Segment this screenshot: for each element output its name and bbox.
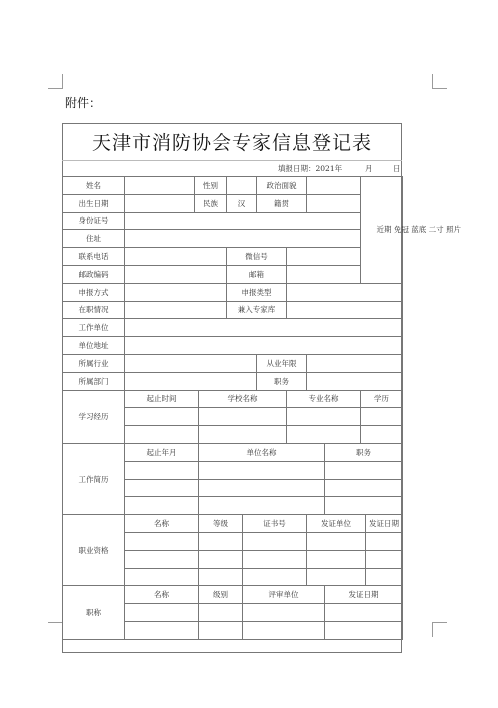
label-birth: 出生日期 [63, 194, 125, 212]
input-postcode[interactable] [125, 265, 227, 283]
label-apply-method: 申报方式 [63, 283, 125, 301]
qual-header-cert-no: 证书号 [243, 515, 307, 533]
registration-table [62, 176, 462, 640]
qual-cell[interactable] [366, 550, 403, 568]
input-id-number[interactable] [125, 212, 361, 230]
edu-header-major: 专业名称 [287, 390, 361, 408]
rank-cell[interactable] [125, 621, 199, 639]
qual-cell[interactable] [125, 532, 199, 550]
label-ethnicity: 民族 [195, 194, 227, 212]
input-name[interactable] [125, 177, 195, 195]
label-join-pool: 兼入专家库 [227, 301, 287, 319]
input-unit-address[interactable] [125, 337, 403, 355]
label-gender: 性别 [195, 177, 227, 195]
label-name: 姓名 [63, 177, 125, 195]
section-qualification: 职业资格 [63, 515, 125, 586]
qual-cell[interactable] [243, 568, 307, 586]
input-industry[interactable] [125, 354, 257, 372]
work-header-period: 起止年月 [125, 443, 199, 461]
rank-cell[interactable] [199, 621, 243, 639]
section-work-history: 工作简历 [63, 443, 125, 514]
work-header-unit: 单位名称 [199, 443, 325, 461]
qual-header-date: 发证日期 [366, 515, 403, 533]
label-position: 职务 [257, 372, 307, 390]
input-apply-type[interactable] [287, 283, 403, 301]
qual-header-level: 等级 [199, 515, 243, 533]
input-years[interactable] [307, 354, 403, 372]
edu-cell[interactable] [287, 408, 361, 426]
edu-cell[interactable] [125, 408, 199, 426]
label-political: 政治面貌 [257, 177, 307, 195]
work-cell[interactable] [199, 461, 325, 479]
label-id-number: 身份证号 [63, 212, 125, 230]
rank-header-date: 发证日期 [325, 586, 403, 604]
label-email: 邮箱 [227, 265, 287, 283]
attachment-label: 附件： [65, 96, 102, 110]
qual-cell[interactable] [366, 532, 403, 550]
photo-instructions: 近期 免冠 蓝底 二寸 照片 [376, 225, 462, 235]
title-separator [62, 160, 402, 161]
qual-header-issuer: 发证单位 [307, 515, 366, 533]
crop-mark-top-right [432, 74, 447, 89]
rank-header-level: 级别 [199, 586, 243, 604]
input-wechat[interactable] [287, 248, 361, 266]
label-wechat: 微信号 [227, 248, 287, 266]
fill-date-day: 日 [393, 164, 401, 173]
input-join-pool[interactable] [287, 301, 403, 319]
label-native-place: 籍贯 [257, 194, 307, 212]
value-ethnicity[interactable]: 汉 [227, 194, 257, 212]
work-cell[interactable] [325, 461, 403, 479]
qual-cell[interactable] [125, 568, 199, 586]
input-political[interactable] [307, 177, 361, 195]
rank-header-name: 名称 [125, 586, 199, 604]
qual-cell[interactable] [307, 532, 366, 550]
input-position[interactable] [307, 372, 403, 390]
label-postcode: 邮政编码 [63, 265, 125, 283]
input-native-place[interactable] [307, 194, 361, 212]
rank-cell[interactable] [325, 621, 403, 639]
work-cell[interactable] [325, 479, 403, 497]
label-years: 从业年限 [257, 354, 307, 372]
work-cell[interactable] [199, 479, 325, 497]
crop-mark-bottom-left [48, 622, 63, 637]
input-address[interactable] [125, 230, 361, 248]
qual-cell[interactable] [243, 532, 307, 550]
input-birth[interactable] [125, 194, 195, 212]
label-address: 住址 [63, 230, 125, 248]
rank-header-reviewer: 评审单位 [243, 586, 325, 604]
edu-cell[interactable] [361, 426, 403, 444]
fill-date-label: 填报日期：2021年 [278, 164, 343, 173]
work-cell[interactable] [199, 497, 325, 515]
rank-cell[interactable] [125, 604, 199, 622]
edu-cell[interactable] [125, 426, 199, 444]
rank-cell[interactable] [243, 604, 325, 622]
qual-cell[interactable] [243, 550, 307, 568]
input-department[interactable] [125, 372, 257, 390]
crop-mark-bottom-right [432, 622, 447, 637]
form-title: 天津市消防协会专家信息登记表 [91, 132, 372, 154]
label-work-unit: 工作单位 [63, 319, 125, 337]
edu-header-degree: 学历 [361, 390, 403, 408]
section-title-rank: 职称 [63, 586, 125, 639]
qual-cell[interactable] [199, 532, 243, 550]
qual-cell[interactable] [307, 550, 366, 568]
label-industry: 所属行业 [63, 354, 125, 372]
section-education: 学习经历 [63, 390, 125, 443]
work-cell[interactable] [125, 461, 199, 479]
rank-cell[interactable] [325, 604, 403, 622]
input-phone[interactable] [125, 248, 227, 266]
input-work-unit[interactable] [125, 319, 403, 337]
qual-cell[interactable] [199, 550, 243, 568]
edu-cell[interactable] [199, 426, 287, 444]
qual-header-name: 名称 [125, 515, 199, 533]
label-apply-type: 申报类型 [227, 283, 287, 301]
label-department: 所属部门 [63, 372, 125, 390]
input-employment[interactable] [125, 301, 227, 319]
label-unit-address: 单位地址 [63, 337, 125, 355]
edu-cell[interactable] [287, 426, 361, 444]
rank-cell[interactable] [199, 604, 243, 622]
input-apply-method[interactable] [125, 283, 227, 301]
work-cell[interactable] [325, 497, 403, 515]
fill-date-month: 月 [365, 164, 373, 173]
edu-header-period: 起止时间 [125, 390, 199, 408]
work-header-position: 职务 [325, 443, 403, 461]
edu-cell[interactable] [199, 408, 287, 426]
work-cell[interactable] [125, 497, 199, 515]
photo-box[interactable] [361, 177, 462, 284]
edu-cell[interactable] [361, 408, 403, 426]
label-employment: 在职情况 [63, 301, 125, 319]
input-gender[interactable] [227, 177, 257, 195]
edu-header-school: 学校名称 [199, 390, 287, 408]
rank-cell[interactable] [243, 621, 325, 639]
crop-mark-top-left [48, 74, 63, 89]
qual-cell[interactable] [366, 568, 403, 586]
label-phone: 联系电话 [63, 248, 125, 266]
qual-cell[interactable] [307, 568, 366, 586]
qual-cell[interactable] [125, 550, 199, 568]
input-email[interactable] [287, 265, 361, 283]
qual-cell[interactable] [199, 568, 243, 586]
work-cell[interactable] [125, 479, 199, 497]
